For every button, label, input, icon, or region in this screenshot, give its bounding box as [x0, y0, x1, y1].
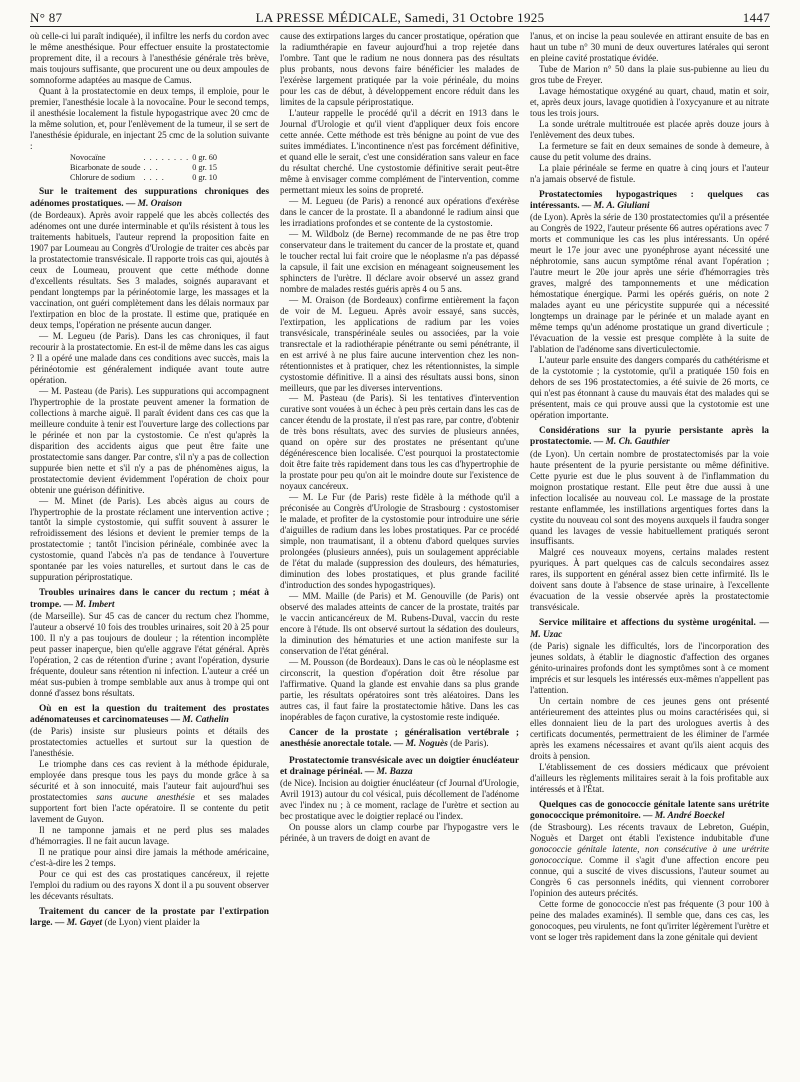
solution-table: [70, 153, 220, 183]
italic-run: sans aucune anesthésie: [96, 792, 195, 803]
heading-text: Prostatectomies hypogastriques : quelques cas intéressants.: [530, 189, 769, 212]
heading-author: — M. Uzac: [530, 618, 769, 640]
paragraph: (de Bordeaux). Après avoir rappelé que les abcès collectés des adénomes ont une durée interminable et qu'ils résistent à tous les traitements habituels, l'auteur reprend la proposition faite en 1907 par Loumeau au Congrès d'Urologie de traiter ces abcès par la prostatectomie transvésicale. Il rapporte trois cas qui, ajoutés à ceux de Loumeau, prouvent que cette méthode donne d'excellents résultats. Ses 3 malades, soignés auparavant et pendant longtemps par la périnéotomie large, les massages et la vaccination, ont guéri complètement dans les délais normaux par l'extirpation en bloc de la prostate. Il estime que, pratiquée en deux temps, l'opération ne présente aucun danger.: [30, 209, 269, 330]
section-heading: [30, 704, 269, 727]
section-heading: [30, 907, 269, 930]
paragraph: (de Lyon). Après la série de 130 prostatectomies qu'il a présentée au Congrès de 1922, l'auteur présente 66 autres opérations avec 7 morts et communique les cas les plus intéressants. Un opéré meurt le 17e jour avec une pyonéphrose ayant nécessité une néphrotomie, sans aucun symptôme rénal avant l'opération ; l'autre meurt le 20e jour après une série d'hémorragies très graves, malgré des tamponnements et une médication hémostatique énergique. Parmi les opérés guéris, on note 2 malades ayant eu une péricystite suppurée qui a nécessité longtemps un drainage par le périnée et un malade ayant en même temps qu'un adénome prostatique un grand diverticule ; l'évacuation de la vessie est presque complète à la suite de l'ablation de l'adénome sans diverticulectomie.: [530, 212, 769, 355]
article-columns: [30, 31, 770, 1076]
page-header: [30, 6, 770, 28]
paragraph: l'anus, et on incise la peau soulevée en attirant ensuite de bas en haut un tube n° 30 muni de deux ouvertures latérales qui seront en pleine cavité prostatique évidée.: [530, 31, 769, 63]
drug-dose: 0 gr. 10: [192, 172, 217, 182]
paragraph: cause des extirpations larges du cancer prostatique, opération que la radiumthérapie en faveur aujourd'hui a trop rejetée dans l'ombre. Tant que le radium ne nous donnera pas des résultats plus probants, nous devons faire bénéficier les malades de l'exérèse largement pratiquée par la voie périnéale, du moins pour les cas de début, à développement encore réduit dans les limites de la capsule périprostatique.: [280, 31, 519, 107]
heading-tail: (de Lyon) vient plaider la: [104, 918, 200, 929]
heading-text: Considérations sur la pyurie persistante après la prostatectomie.: [530, 426, 769, 448]
paragraph: L'auteur parle ensuite des dangers comparés du cathétérisme et de la cystotomie ; la cystotomie, qu'il a pratiquée 150 fois en dehors de ses 196 prostatectomies, a été suivie de 26 morts, ce qui n'est pas étonnant à cause du mauvais état des malades qui se présentent, mais ce qui prouve aussi que la cystotomie est une opération importante.: [530, 355, 769, 421]
paragraph: — M. Wildbolz (de Berne) recommande de ne pas être trop conservateur dans le traitement du cancer de la prostate et, quand le toucher rectal lui fait croire que le néoplasme n'a pas dépassé la capsule, il fait une excision en ménageant soigneusement les sphincters de l'urètre. Il déclare avoir observé un assez grand nombre de malades restés guéris après 4 ou 5 ans.: [280, 228, 519, 294]
table-row: [70, 173, 220, 183]
leader-dots: . . . . . . . .: [143, 152, 190, 162]
paragraph: — M. Pasteau (de Paris). Si les tentatives d'intervention curative sont vouées à un échec à peu près certain dans les cas de cancer étendu de la prostate, il n'est pas rare, par contre, d'obtenir de très bons résultats, avec des survies de plusieurs années, quand on opère sur des prostates ne présentant qu'une dégénérescence bien localisée. C'est pourquoi la prostatectomie doit être faite très rapidement dans tous les cas d'hypertrophie de la prostate pour peu qu'on ait le moindre doute sur l'existence de noyaux cancéreux.: [280, 393, 519, 492]
column-3: [530, 31, 769, 1076]
heading-text: Sur le traitement des suppurations chroniques des adénomes prostatiques.: [30, 187, 269, 209]
paragraph: Un certain nombre de ces jeunes gens ont présenté antérieurement des atteintes plus ou moins caractérisées qui, si elles donnaient lieu de la part des urologues avertis à des certificats documentés, permettraient de les éliminer de l'armée après les examens nécessaires et avant qu'ils aient acquis des droits à pension.: [530, 695, 769, 761]
heading-author: — M. Noguès: [393, 739, 448, 750]
column-1: [30, 31, 269, 1076]
paragraph: L'auteur rappelle le procédé qu'il a décrit en 1913 dans le Journal d'Urologie et qu'il vient d'appliquer deux fois encore cette année. Cette méthode est très bénigne au point de vue des suites immédiates. L'incontinence n'est pas forcément définitive, et quand elle le serait, c'est une considération sans valeur en face du résultat cherché. Une cystostomie définitive serait peut-être même à envisager comme complément de l'intervention, comme permettant mieux les soins de propreté.: [280, 107, 519, 195]
paragraph: Quant à la prostatectomie en deux temps, il emploie, pour le premier, l'anesthésie locale à la novocaïne. Pour le second temps, il anesthésie localement la fistule hypogastrique avec 20 cmc de la même solution, et, pour l'enlèvement de la tumeur, il se sert de l'anesthésie épidurale, en injectant 25 cmc de la solution suivante :: [30, 85, 269, 151]
section-heading: [530, 426, 769, 449]
heading-author: — M. Oraison: [125, 198, 182, 209]
paragraph: (de Lyon). Un certain nombre de prostatectomisés par la voie haute présentent de la pyurie persistante ou même définitive. Cette pyurie est due le plus souvent à de l'inflammation du moignon prostatique restant. Elle peut être due aussi à une infection localisée au nouveau col. Le massage de la prostate restante enflammée, les instillations argentiques fortes dans la cystite du nouveau col sont des moyens auxquels il faudra songer quand les lavages de vessie habituellement pratiqués seront insuffisants.: [530, 448, 769, 547]
table-row: [70, 153, 220, 163]
paragraph: La fermeture se fait en deux semaines de sonde à demeure, à cause du petit volume des drains.: [530, 140, 769, 162]
paragraph: Lavage hémostatique oxygéné au quart, chaud, matin et soir, et, après deux jours, lavage quotidien à l'oxycyanure et au nitrate tous les trois jours.: [530, 85, 769, 118]
paragraph: L'établissement de ces dossiers médicaux que prévoient d'ailleurs les règlements militaires serait à la fois profitable aux intéressés et à l'État.: [530, 761, 769, 794]
heading-text: Traitement du cancer de la prostate par l'extirpation large.: [30, 907, 269, 929]
section-heading: [530, 190, 769, 213]
paragraph: On pousse alors un clamp courbe par l'hypogastre vers le périnée, à un travers de doigt en avant de: [280, 822, 519, 844]
paragraph: Cette forme de gonococcie n'est pas fréquente (3 pour 100 à peine des malades examinés). Il semble que, dans ces cas, les gonocoques, peu virulents, ne font qu'irriter légèrement l'urètre et vont se loger très rapidement dans la zone génitale qui devient: [530, 899, 769, 943]
heading-author: — M. Ch. Gauthier: [593, 437, 670, 448]
paragraph: où celle-ci lui paraît indiquée), il infiltre les nerfs du cordon avec le même anesthésique. Pour effectuer ensuite la prostatectomie proprement dite, il a recours à l'anesthésie générale très brève, mais toujours suffisante, que procurent une ou deux ampoules de somnoforme adaptées au masque de Camus.: [30, 31, 269, 85]
table-row: [70, 163, 220, 173]
paragraph: (de Paris) signale les difficultés, lors de l'incorporation des jeunes soldats, à établir le diagnostic d'affection des organes génito-urinaires profonds dont les symptômes sont à ce moment imprécis et sur lesquels les intéressés eux-mêmes n'appellent pas l'attention.: [530, 640, 769, 695]
paragraph: [30, 759, 269, 825]
paragraph: La sonde urétrale multitrouée est placée après douze jours à l'enlèvement des deux tubes.: [530, 118, 769, 140]
paragraph: Il ne tamponne jamais et ne perd plus ses malades d'hémorragies. Il ne fait aucun lavage.: [30, 825, 269, 847]
paragraph: Tube de Marion n° 50 dans la plaie sus-pubienne au lieu du gros tube de Freyer.: [530, 63, 769, 85]
drug-name: Novocaïne: [70, 152, 106, 162]
section-heading: [280, 756, 519, 779]
heading-text: Prostatectomie transvésicale avec un doigtier énucléateur et drainage périnéal.: [280, 755, 519, 777]
text-run: (de Strasbourg). Les récents travaux de Lebreton, Guépin, Noguès et Darget ont établi l'existence indubitable d'une: [530, 822, 769, 844]
paragraph: — M. Legueu (de Paris) a renoncé aux opérations d'exérèse dans le cancer de la prostate. Il a abandonné le radium ainsi que les irradiations profondes et se contente de la cystostomie.: [280, 195, 519, 228]
paragraph: — M. Le Fur (de Paris) reste fidèle à la méthode qu'il a préconisée au Congrès d'Urologie de Strasbourg : cystostomiser le malade, et profiter de la cystostomie pour introduire une série d'aiguilles de radium dans les lobes prostatiques. Par ce procédé simple, non traumatisant, il a obtenu d'abord quelques survies prolongées (plusieurs années), puis un soulagement appréciable de l'état du malade (suppression des douleurs, des hématuries, diminution des lobes prostatiques, et plus grande facilité d'introduction des sondes hypogastriques).: [280, 492, 519, 591]
heading-author: — M. Cathelin: [170, 715, 229, 726]
heading-author: — M. Imbert: [63, 599, 115, 610]
leader-dots: . . . .: [143, 172, 165, 182]
heading-author: — M. Bazza: [364, 766, 413, 777]
paragraph: — M. Minet (de Paris). Les abcès aigus au cours de l'hypertrophie de la prostate réclament une intervention active ; tantôt la simple cystostomie, qui suffit souvent à assurer le refroidissement des lésions et devient le premier temps de la prostatectomie ; tantôt l'incision périnéale, combinée avec la cystostomie, quand l'abcès n'a pas de tendance à l'ouverture spontanée par les voies naturelles, et surtout dans le cas de suppuration périprostatique.: [30, 495, 269, 583]
paragraph: Malgré ces nouveaux moyens, certains malades restent pyuriques. À part quelques cas de calculs secondaires assez rares, ils supportent en général assez bien cette infirmité. Ils le doivent sans doute à l'absence de stase urinaire, à l'excellente évacuation de la vessie observée après la prostatectomie transvésicale.: [530, 547, 769, 613]
heading-text: Quelques cas de gonococcie génitale latente sans urétrite gonococcique prémonitoire.: [530, 799, 769, 821]
paragraph: (de Nice). Incision au doigtier énucléateur (cf Journal d'Urologie, Avril 1913) autour du col vésical, puis décollement de l'adénome avec l'index nu ; à ce moment, raclage de l'urètre et section au bec prostatique avec le doigtier replacé ou l'index.: [280, 778, 519, 822]
paragraph: Il ne pratique pour ainsi dire jamais la méthode américaine, c'est-à-dire les 2 temps.: [30, 847, 269, 869]
paragraph: Pour ce qui est des cas prostatiques cancéreux, il rejette l'emploi du radium ou des rayons X dont il a pu souvent observer les décevants résultats.: [30, 869, 269, 902]
text-run: Le triomphe dans ces cas revient à la méthode épidurale, employée dans presque tous les pays du monde grâce à sa sécurité et à son innocuité, mais l'auteur fait aujourd'hui ses prostatectomies: [30, 759, 269, 803]
heading-author: — M. André Boeckel: [643, 811, 725, 821]
drug-dose: 0 gr. 60: [192, 152, 217, 162]
issue-number: N° 87: [30, 10, 63, 25]
drug-name: Bicarbonate de soude: [70, 162, 141, 172]
paragraph: — M. Pasteau (de Paris). Les suppurations qui accompagnent l'hypertrophie de la prostate peuvent amener la formation de collections à marche aiguë. Il paraît évident dans ces cas que la meilleure conduite à tenir est l'ouverture large des collections par le périnée et non par la cystostomie. Ce n'est qu'après la disparition des accidents aigus que peut être faite une prostatectomie sans danger. Par contre, s'il n'y a pas de collection suppurée bien nette et s'il n'y a pas de phénomènes aigus, la prostatectomie devient évidemment l'opération de choix pour obtenir une guérison définitive.: [30, 385, 269, 495]
heading-text: Service militaire et affections du système urogénital.: [539, 618, 756, 629]
drug-dose: 0 gr. 15: [192, 162, 217, 172]
paragraph: — M. Legueu (de Paris). Dans les cas chroniques, il faut recourir à la prostatectomie. En est-il de même dans les cas aigus ? Il a opéré une malade dans ces conditions avec succès, mais la périnéotomie est généralement indiquée avant toute autre opération.: [30, 330, 269, 385]
heading-author: — M. A. Giuliani: [581, 201, 650, 212]
header-rule: [30, 26, 770, 27]
section-heading: [530, 618, 769, 641]
leader-dots: . . .: [143, 162, 159, 172]
page-number: 1447: [742, 10, 770, 25]
drug-name: Chlorure de sodium: [70, 172, 136, 182]
column-2: [280, 31, 519, 1076]
section-heading: [280, 728, 519, 751]
text-run: Comme il s'agit d'une affection encore peu connue, qui a suscité de vives discussions, l'auteur soumet au Congrès 6 cas personnels inédits, qui viennent corroborer l'opinion des auteurs précités.: [530, 855, 769, 899]
section-heading: [530, 800, 769, 823]
paragraph: — MM. Maille (de Paris) et M. Genouville (de Paris) ont observé des malades atteints de cancer de la prostate, traités par le vaccin anticancéreux de M. Rubens-Duval, vaccin du reste encore à l'étude. Ils ont observé surtout la sédation des douleurs, la diminution des hématuries et une action manifeste sur la conservation de l'état général.: [280, 591, 519, 657]
heading-tail: (de Paris).: [450, 739, 489, 750]
text-run: et ses malades supportent fort bien l'acte opératoire. Il se contente du petit lavement de Guyon.: [30, 792, 269, 825]
heading-author: — M. Gayet: [55, 918, 103, 929]
paragraph: (de Paris) insiste sur plusieurs points et détails des prostatectomies actuelles et surtout sur la question de l'anesthésie.: [30, 726, 269, 759]
heading-text: Cancer de la prostate ; généralisation vertébrale ; anesthésie anorectale totale.: [280, 728, 519, 750]
section-heading: [30, 187, 269, 210]
paragraph: — M. Pousson (de Bordeaux). Dans le cas où le néoplasme est circonscrit, la question d'opération doit être résolue par l'affirmative. Quand la glande est envahie dans sa plus grande partie, les résultats opératoires sont très aléatoires. Dans les autres cas, il faut faire la prostatectomie hâtive. Dans les cas inopérables de façon curative, la cystostomie reste indiquée.: [280, 657, 519, 723]
section-heading: [30, 588, 269, 611]
heading-text: Troubles urinaires dans le cancer du rectum ; méat à trompe.: [30, 588, 269, 610]
journal-title: LA PRESSE MÉDICALE, Samedi, 31 Octobre 1925: [255, 10, 545, 25]
italic-run: gonococcie génitale latente, non consécutive à une urétrite gonococcique.: [530, 844, 769, 866]
paragraph: La plaie périnéale se ferme en quatre à cinq jours et l'auteur n'a jamais observé de fistule.: [530, 162, 769, 184]
paragraph: (de Marseille). Sur 45 cas de cancer du rectum chez l'homme, l'auteur a observé 10 fois des troubles urinaires, soit 20 à 25 pour 100. Il n'y a pas toujours de douleur ; la rétention incomplète peut passer inaperçue, bien qu'elle aggrave l'état général. Après l'opération, 2 cas de rétention d'urine ; avant l'opération, dysurie fréquente, douleur sans rétention ni infection. L'auteur a créé un méat sus-pubien à trompe semblable aux anus à trompe qui ont donné d'assez bons résultats.: [30, 610, 269, 698]
paragraph: — M. Oraison (de Bordeaux) confirme entièrement la façon de voir de M. Legueu. Après avoir essayé, sans succès, l'extirpation, les applications de radium par les voies transvésicale, transpérinéale seules ou associées, par la voie transrectale et la radiothérapie pénétrante ou semi pénétrante, il en est arrivé à ne plus faire aucune intervention chez les non-rétentionnistes et à pratiquer, chez les rétentionnistes, la simple cystostomie définitive. Il a ainsi des résultats aussi bons, sinon meilleurs, que par les diverses interventions.: [280, 294, 519, 393]
heading-text: Où en est la question du traitement des prostates adénomateuses et carcinomateuses: [30, 703, 269, 726]
paragraph: [530, 822, 769, 899]
